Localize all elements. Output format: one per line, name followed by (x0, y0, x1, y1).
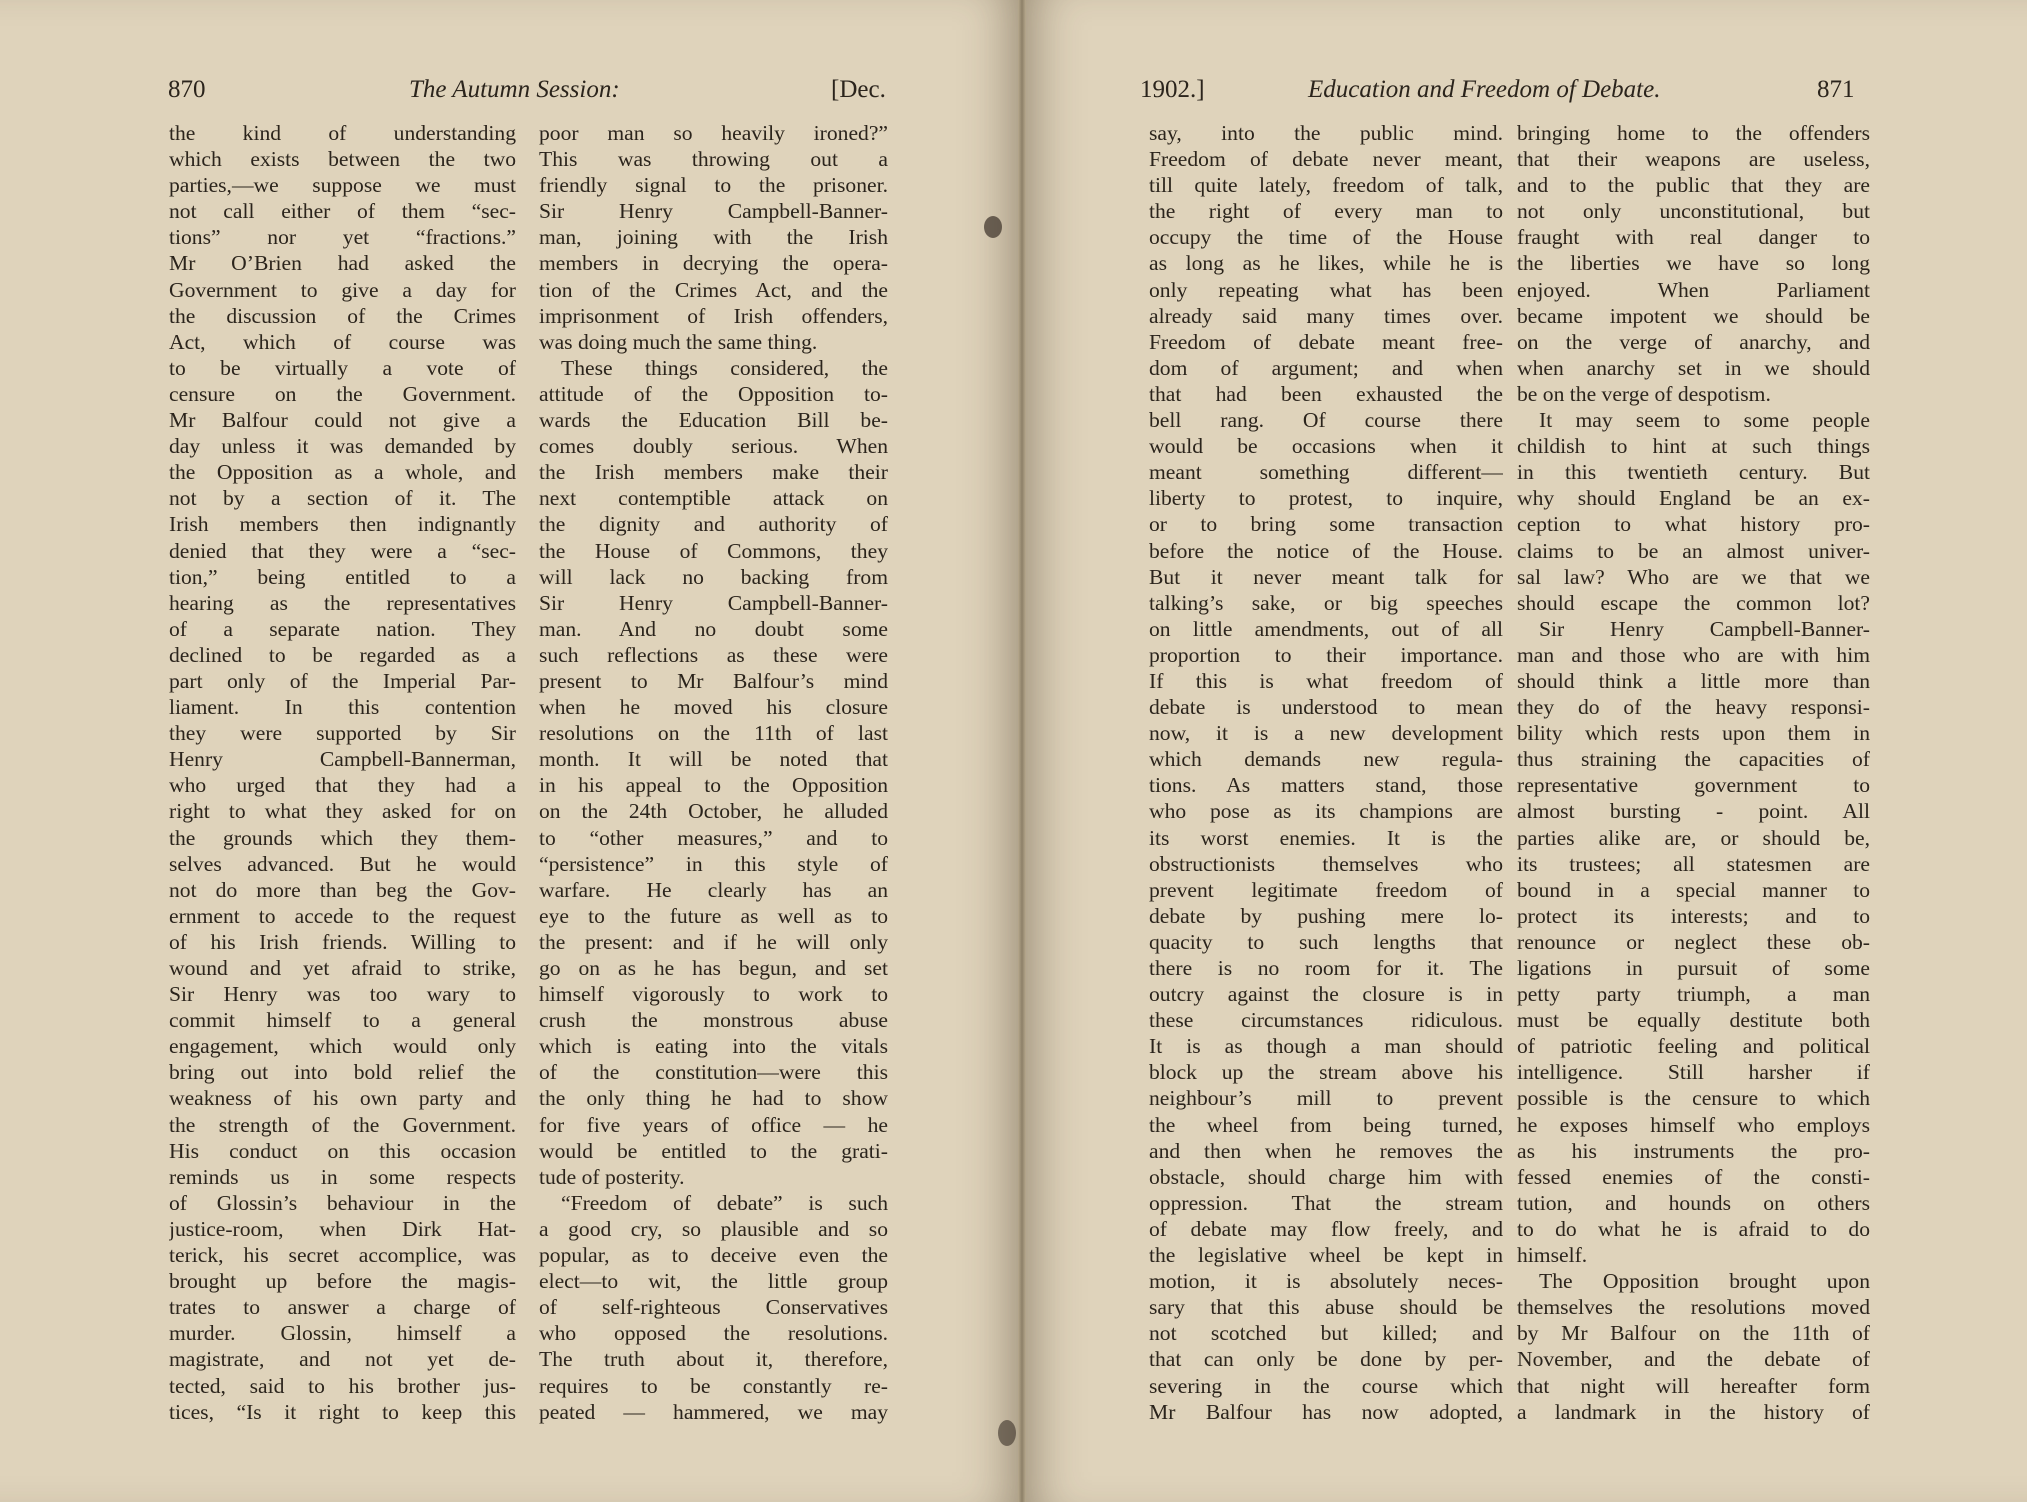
text-line: on little amendments, out of all (1149, 616, 1503, 641)
text-line: tices, “Is it right to keep this (169, 1399, 516, 1424)
text-line: became impotent we should be (1517, 303, 1870, 328)
text-line: tude of posterity. (539, 1164, 685, 1189)
text-line: reminds us in some respects (169, 1164, 516, 1189)
text-line: right to what they asked for on (169, 799, 516, 824)
text-line: justice-room, when Dirk Hat- (169, 1216, 516, 1241)
text-line: censure on the Government. (169, 381, 516, 406)
right-page-number: 871 (1817, 76, 1855, 103)
text-line: there is no room for it. The (1149, 956, 1503, 980)
text-line: brought up before the magis- (169, 1269, 516, 1294)
text-line: Act, which of course was (169, 329, 516, 354)
text-line: proportion to their importance. (1149, 642, 1503, 667)
text-line: man and those who are with him (1517, 642, 1870, 667)
left-running-title: The Autumn Session: (409, 76, 620, 103)
text-line: protect its interests; and to (1517, 903, 1870, 928)
text-line: bringing home to the offenders (1517, 121, 1870, 145)
text-line: childish to hint at such things (1517, 434, 1870, 459)
text-line: by Mr Balfour on the 11th of (1517, 1321, 1870, 1346)
text-line: imprisonment of Irish offenders, (539, 303, 888, 328)
text-line: Sir Henry Campbell-Banner- (539, 199, 888, 224)
text-line: why should England be an ex- (1517, 486, 1870, 511)
text-line: in this twentieth century. But (1517, 460, 1870, 485)
text-line: denied that they were a “sec- (169, 538, 516, 563)
left-column-1 (169, 120, 516, 1425)
text-line: day unless it was demanded by (169, 434, 516, 459)
text-line: dom of argument; and when (1149, 355, 1503, 380)
text-line: the legislative wheel be kept in (1149, 1243, 1503, 1268)
text-line: possible is the censure to which (1517, 1086, 1870, 1111)
text-line: part only of the Imperial Par- (169, 668, 516, 693)
text-line: present to Mr Balfour’s mind (539, 668, 888, 693)
text-line: the Opposition as a whole, and (169, 460, 516, 485)
text-line: tions. As matters stand, those (1149, 773, 1503, 798)
text-line: wound and yet afraid to strike, (169, 956, 516, 980)
text-line: the Irish members make their (539, 460, 888, 485)
text-line: This was throwing out a (539, 147, 888, 172)
text-line: in his appeal to the Opposition (539, 773, 888, 798)
text-line: Freedom of debate meant free- (1149, 329, 1503, 354)
text-line: and then when he removes the (1149, 1138, 1503, 1163)
text-line: the only thing he had to show (539, 1086, 888, 1111)
text-line: It may seem to some people (1539, 408, 1870, 433)
text-line: These things considered, the (561, 355, 888, 380)
text-line: His conduct on this occasion (169, 1138, 516, 1163)
text-line: parties alike are, or should be, (1517, 825, 1870, 850)
text-line: thus straining the capacities of (1517, 747, 1870, 772)
text-line: not only unconstitutional, but (1517, 199, 1870, 224)
right-running-title: Education and Freedom of Debate. (1308, 76, 1661, 103)
text-line: not do more than beg the Gov- (169, 877, 516, 902)
text-line: intelligence. Still harsher if (1517, 1060, 1870, 1085)
text-line: he exposes himself who employs (1517, 1112, 1870, 1137)
text-line: quacity to such lengths that (1149, 929, 1503, 954)
text-line: the wheel from being turned, (1149, 1112, 1503, 1137)
text-line: attitude of the Opposition to- (539, 381, 888, 406)
text-line: its worst enemies. It is the (1149, 825, 1503, 850)
text-line: terick, his secret accomplice, was (169, 1243, 516, 1268)
text-line: when he moved his closure (539, 695, 888, 720)
text-line: meant something different— (1149, 460, 1503, 485)
text-line: go on as he has begun, and set (539, 956, 888, 980)
text-line: would be entitled to the grati- (539, 1138, 888, 1163)
text-line: Mr Balfour could not give a (169, 408, 516, 433)
text-line: not scotched but killed; and (1149, 1321, 1503, 1346)
text-line: to do what he is afraid to do (1517, 1216, 1870, 1241)
text-line: oppression. That the stream (1149, 1190, 1503, 1215)
text-line: fraught with real danger to (1517, 225, 1870, 250)
text-line: already said many times over. (1149, 303, 1503, 328)
text-line: should escape the common lot? (1517, 590, 1870, 615)
text-line: the House of Commons, they (539, 538, 888, 563)
text-line: tion,” being entitled to a (169, 564, 516, 589)
text-line: trates to answer a charge of (169, 1295, 516, 1320)
text-line: on the verge of anarchy, and (1517, 329, 1870, 354)
text-line: of a separate nation. They (169, 616, 516, 641)
text-line: warfare. He clearly has an (539, 877, 888, 902)
text-line: prevent legitimate freedom of (1149, 877, 1503, 902)
text-line: and to the public that they are (1517, 173, 1870, 198)
text-line: that can only be done by per- (1149, 1347, 1503, 1372)
text-line: ernment to accede to the request (169, 903, 516, 928)
text-line: on the 24th October, he alluded (539, 799, 888, 824)
text-line: the grounds which they them- (169, 825, 516, 850)
right-date-mark: 1902.] (1140, 76, 1205, 103)
text-line: motion, it is absolutely neces- (1149, 1269, 1503, 1294)
text-line: who urged that they had a (169, 773, 516, 798)
text-line: not call either of them “sec- (169, 199, 516, 224)
text-line: wards the Education Bill be- (539, 408, 888, 433)
text-line: the discussion of the Crimes (169, 303, 516, 328)
text-line: himself vigorously to work to (539, 982, 888, 1007)
text-line: magistrate, and not yet de- (169, 1347, 516, 1372)
text-line: murder. Glossin, himself a (169, 1321, 516, 1346)
text-line: selves advanced. But he would (169, 851, 516, 876)
text-line: liament. In this contention (169, 695, 516, 720)
text-line: November, and the debate of (1517, 1347, 1870, 1372)
text-line: a landmark in the history of (1517, 1399, 1870, 1424)
text-line: comes doubly serious. When (539, 434, 888, 459)
text-line: liberty to protest, to inquire, (1149, 486, 1503, 511)
text-line: commit himself to a general (169, 1008, 516, 1033)
text-line: fessed enemies of the consti- (1517, 1164, 1870, 1189)
text-line: tected, said to his brother jus- (169, 1373, 516, 1398)
text-line: Sir Henry Campbell-Banner- (1539, 616, 1870, 641)
book-gutter (1018, 0, 1026, 1502)
text-line: talking’s sake, or big speeches (1149, 590, 1503, 615)
text-line: the kind of understanding (169, 121, 516, 145)
text-line: before the notice of the House. (1149, 538, 1503, 563)
text-line: enjoyed. When Parliament (1517, 277, 1870, 302)
left-column-2 (539, 120, 888, 1425)
text-line: these circumstances ridiculous. (1149, 1008, 1503, 1033)
text-line: man, joining with the Irish (539, 225, 888, 250)
text-line: Irish members then indignantly (169, 512, 516, 537)
text-line: sal law? Who are we that we (1517, 564, 1870, 589)
text-line: will lack no backing from (539, 564, 888, 589)
text-line: themselves the resolutions moved (1517, 1295, 1870, 1320)
text-line: bell rang. Of course there (1149, 408, 1503, 433)
text-line: that night will hereafter form (1517, 1373, 1870, 1398)
text-line: resolutions on the 11th of last (539, 721, 888, 746)
text-line: engagement, which would only (169, 1034, 516, 1059)
text-line: Government to give a day for (169, 277, 516, 302)
text-line: of his Irish friends. Willing to (169, 929, 516, 954)
text-line: be on the verge of despotism. (1517, 381, 1771, 406)
text-line: crush the monstrous abuse (539, 1008, 888, 1033)
text-line: members in decrying the opera- (539, 251, 888, 276)
text-line: “Freedom of debate” is such (561, 1190, 888, 1215)
text-line: himself. (1517, 1243, 1588, 1268)
text-line: they were supported by Sir (169, 721, 516, 746)
text-line: obstructionists themselves who (1149, 851, 1503, 876)
right-column-2 (1517, 120, 1870, 1425)
text-line: Mr O’Brien had asked the (169, 251, 516, 276)
text-line: must be equally destitute both (1517, 1008, 1870, 1033)
text-line: severing in the course which (1149, 1373, 1503, 1398)
text-line: next contemptible attack on (539, 486, 888, 511)
text-line: tions” nor yet “fractions.” (169, 225, 516, 250)
text-line: “persistence” in this style of (539, 851, 888, 876)
text-line: Mr Balfour has now adopted, (1149, 1399, 1503, 1424)
text-line: as long as he likes, while he is (1149, 251, 1503, 276)
text-line: say, into the public mind. (1149, 121, 1503, 145)
text-line: renounce or neglect these ob- (1517, 929, 1870, 954)
text-line: Freedom of debate never meant, (1149, 147, 1503, 172)
text-line: neighbour’s mill to prevent (1149, 1086, 1503, 1111)
text-line: The Opposition brought upon (1539, 1269, 1870, 1294)
text-line: which is eating into the vitals (539, 1034, 888, 1059)
text-line: or to bring some transaction (1149, 512, 1503, 537)
text-line: till quite lately, freedom of talk, (1149, 173, 1503, 198)
text-line: the right of every man to (1149, 199, 1503, 224)
text-line: It is as though a man should (1149, 1034, 1503, 1059)
text-line: sary that this abuse should be (1149, 1295, 1503, 1320)
text-line: parties,—we suppose we must (169, 173, 516, 198)
text-line: bring out into bold relief the (169, 1060, 516, 1085)
text-line: friendly signal to the prisoner. (539, 173, 888, 198)
text-line: was doing much the same thing. (539, 329, 818, 354)
text-line: of Glossin’s behaviour in the (169, 1190, 516, 1215)
text-line: requires to be constantly re- (539, 1373, 888, 1398)
text-line: the liberties we have so long (1517, 251, 1870, 276)
text-line: that their weapons are useless, (1517, 147, 1870, 172)
text-line: outcry against the closure is in (1149, 982, 1503, 1007)
left-page-header (0, 74, 1022, 106)
text-line: occupy the time of the House (1149, 225, 1503, 250)
text-line: a good cry, so plausible and so (539, 1216, 888, 1241)
text-line: would be occasions when it (1149, 434, 1503, 459)
text-line: ligations in pursuit of some (1517, 956, 1870, 980)
text-line: now, it is a new development (1149, 721, 1503, 746)
right-page (1022, 0, 2027, 1502)
text-line: its trustees; all statesmen are (1517, 851, 1870, 876)
text-line: poor man so heavily ironed?” (539, 121, 888, 145)
text-line: peated — hammered, we may (539, 1399, 888, 1424)
text-line: Henry Campbell-Bannerman, (169, 747, 516, 772)
text-line: ception to what history pro- (1517, 512, 1870, 537)
text-line: debate by pushing mere lo- (1149, 903, 1503, 928)
text-line: should think a little more than (1517, 668, 1870, 693)
text-line: of debate may flow freely, and (1149, 1216, 1503, 1241)
text-line: declined to be regarded as a (169, 642, 516, 667)
text-line: man. And no doubt some (539, 616, 888, 641)
text-line: the present: and if he will only (539, 929, 888, 954)
text-line: popular, as to deceive even the (539, 1243, 888, 1268)
text-line: The truth about it, therefore, (539, 1347, 888, 1372)
text-line: they do of the heavy responsi- (1517, 695, 1870, 720)
left-page-number: 870 (168, 76, 206, 103)
right-page-header (1022, 74, 2027, 106)
text-line: of patriotic feeling and political (1517, 1034, 1870, 1059)
text-line: But it never meant talk for (1149, 564, 1503, 589)
text-line: who pose as its champions are (1149, 799, 1503, 824)
text-line: for five years of office — he (539, 1112, 888, 1137)
text-line: claims to be an almost univer- (1517, 538, 1870, 563)
text-line: Sir Henry was too wary to (169, 982, 516, 1007)
text-line: of self-righteous Conservatives (539, 1295, 888, 1320)
text-line: bility which rests upon them in (1517, 721, 1870, 746)
right-column-1 (1149, 120, 1503, 1425)
text-line: to be virtually a vote of (169, 355, 516, 380)
text-line: obstacle, should charge him with (1149, 1164, 1503, 1189)
text-line: the strength of the Government. (169, 1112, 516, 1137)
text-line: representative government to (1517, 773, 1870, 798)
text-line: elect—to wit, the little group (539, 1269, 888, 1294)
text-line: not by a section of it. The (169, 486, 516, 511)
text-line: bound in a special manner to (1517, 877, 1870, 902)
text-line: as his instruments the pro- (1517, 1138, 1870, 1163)
text-line: eye to the future as well as to (539, 903, 888, 928)
text-line: Sir Henry Campbell-Banner- (539, 590, 888, 615)
left-date-mark: [Dec. (831, 76, 886, 103)
text-line: If this is what freedom of (1149, 668, 1503, 693)
text-line: when anarchy set in we should (1517, 355, 1870, 380)
text-line: to “other measures,” and to (539, 825, 888, 850)
text-line: debate is understood to mean (1149, 695, 1503, 720)
text-line: petty party triumph, a man (1517, 982, 1870, 1007)
text-line: such reflections as these were (539, 642, 888, 667)
text-line: block up the stream above his (1149, 1060, 1503, 1085)
text-line: almost bursting - point. All (1517, 799, 1870, 824)
gutter-smudge (984, 216, 1002, 238)
text-line: only repeating what has been (1149, 277, 1503, 302)
text-line: of the constitution—were this (539, 1060, 888, 1085)
text-line: who opposed the resolutions. (539, 1321, 888, 1346)
text-line: weakness of his own party and (169, 1086, 516, 1111)
text-line: tution, and hounds on others (1517, 1190, 1870, 1215)
gutter-smudge (998, 1420, 1016, 1446)
text-line: that had been exhausted the (1149, 381, 1503, 406)
text-line: the dignity and authority of (539, 512, 888, 537)
text-line: month. It will be noted that (539, 747, 888, 772)
text-line: tion of the Crimes Act, and the (539, 277, 888, 302)
text-line: which demands new regula- (1149, 747, 1503, 772)
text-line: hearing as the representatives (169, 590, 516, 615)
text-line: which exists between the two (169, 147, 516, 172)
